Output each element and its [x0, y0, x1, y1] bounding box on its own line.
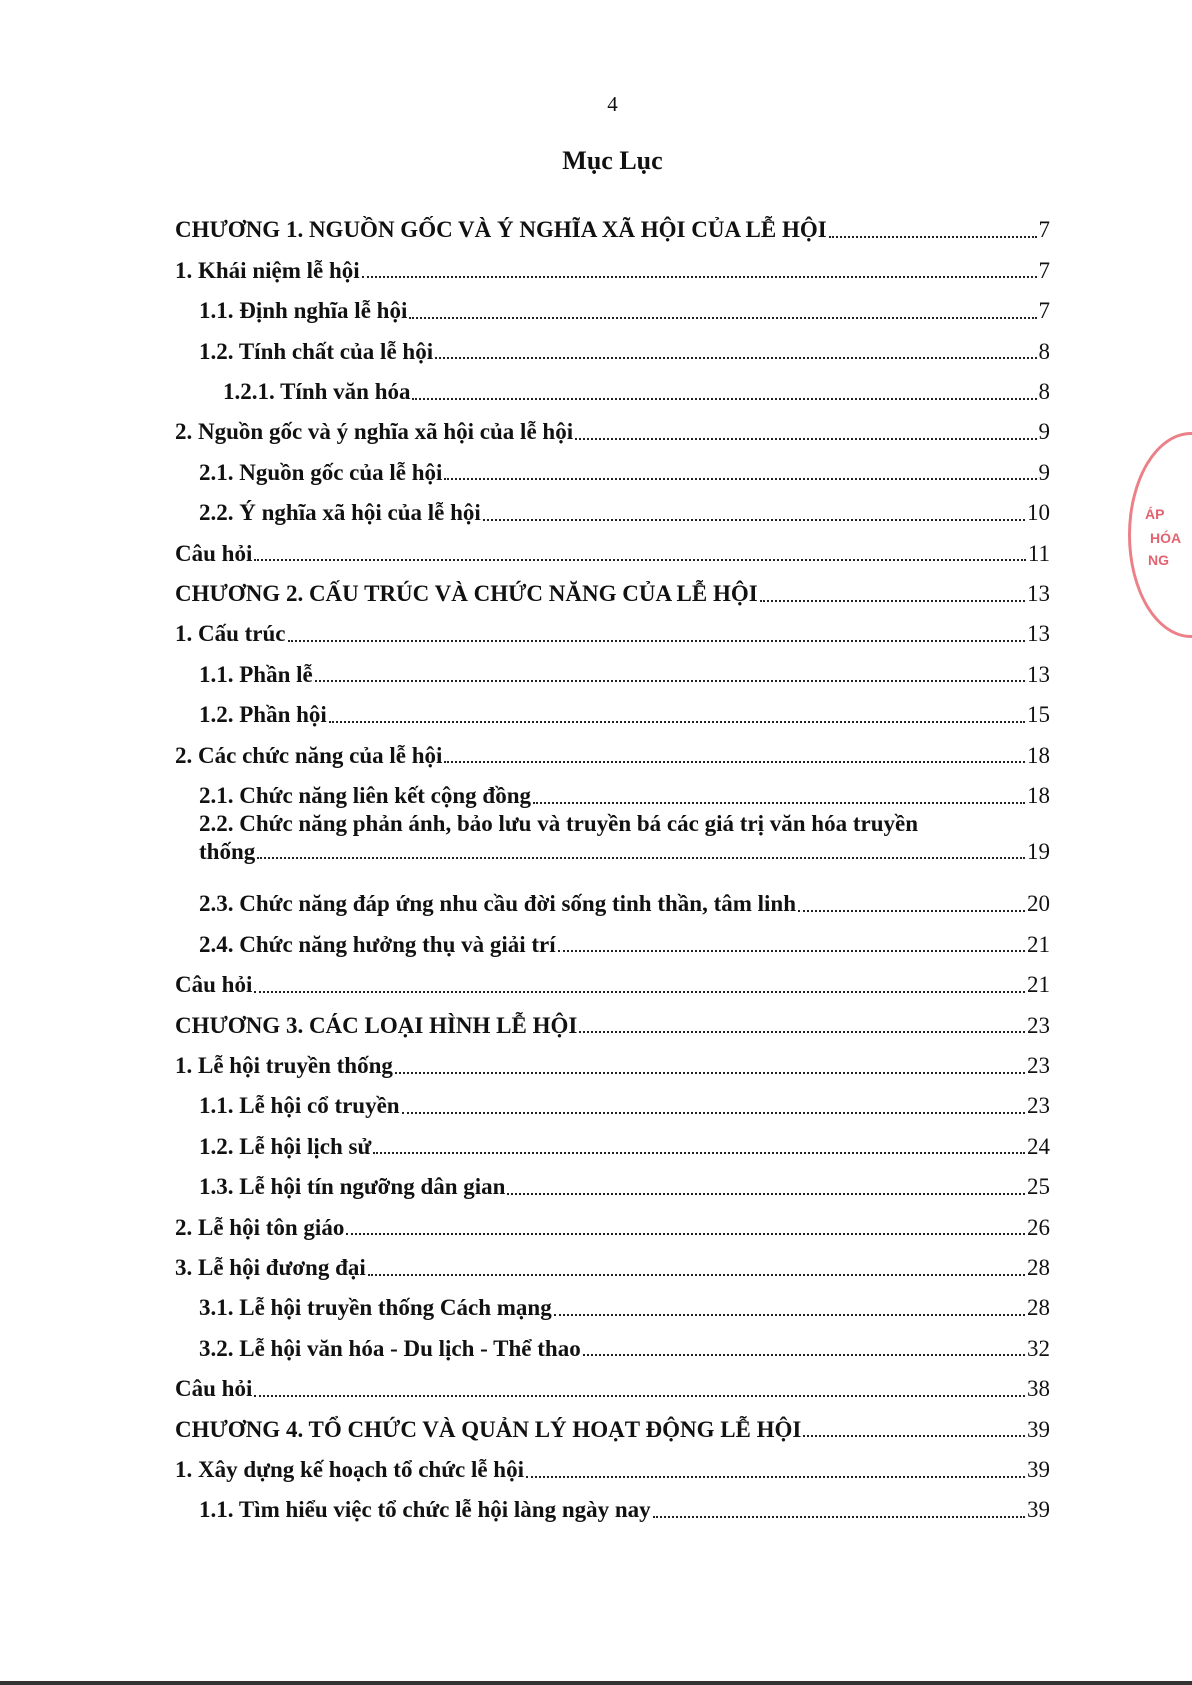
toc-page-number: 28: [1027, 1255, 1050, 1280]
dot-leader: [526, 1476, 1025, 1478]
toc-page-number: 13: [1027, 661, 1050, 687]
toc-entry[interactable]: [175, 1363, 1050, 1403]
dot-leader: [412, 398, 1036, 400]
toc-entry[interactable]: [175, 1242, 1050, 1282]
toc-entry[interactable]: [199, 878, 1050, 918]
toc-entry[interactable]: [175, 204, 1050, 244]
toc-entry[interactable]: [175, 406, 1050, 446]
dot-leader: [254, 991, 1025, 993]
dot-leader: [444, 478, 1036, 480]
toc-entry[interactable]: [175, 1040, 1050, 1080]
toc-entry[interactable]: [199, 1080, 1050, 1120]
toc-page-number: 39: [1027, 1497, 1050, 1523]
dot-leader: [829, 236, 1037, 238]
toc-page-number: 39: [1027, 1416, 1050, 1442]
toc-entry-title: CHƯƠNG 3. CÁC LOẠI HÌNH LỄ HỘI: [175, 1012, 578, 1038]
toc-page-number: 11: [1027, 540, 1050, 566]
stamp-text: HÓA: [1150, 530, 1182, 546]
toc-entry-title: 1.2. Tính chất của lễ hội: [199, 338, 434, 364]
toc-entry-title: CHƯƠNG 4. TỔ CHỨC VÀ QUẢN LÝ HOẠT ĐỘNG LỄ HỘI: [175, 1416, 802, 1442]
dot-leader: [395, 1072, 1025, 1074]
dot-leader: [368, 1274, 1025, 1276]
toc-page-number: 23: [1027, 1053, 1050, 1078]
dot-leader: [533, 802, 1025, 804]
toc-entry[interactable]: [199, 689, 1050, 729]
toc-entry-title: 2. Lễ hội tôn giáo: [175, 1214, 345, 1240]
toc-entry-title: Câu hỏi: [175, 1376, 253, 1402]
toc-page-number: 38: [1027, 1376, 1050, 1402]
toc-entry-title: 2.1. Nguồn gốc của lễ hội: [199, 459, 443, 485]
toc-entry-title: 2.4. Chức năng hưởng thụ và giải trí: [199, 931, 556, 957]
toc-entry[interactable]: [199, 648, 1050, 688]
toc-entry[interactable]: [175, 1403, 1050, 1443]
dot-leader: [575, 438, 1036, 440]
toc-entry-title: CHƯƠNG 2. CẤU TRÚC VÀ CHỨC NĂNG CỦA LỄ HỘI: [175, 581, 758, 606]
toc-entry[interactable]: [199, 446, 1050, 486]
page-title: Mục Lục: [562, 146, 663, 175]
toc-entry-title: 1. Lễ hội truyền thống: [175, 1053, 393, 1078]
dot-leader: [583, 1354, 1025, 1356]
toc-page-number: 10: [1027, 500, 1050, 526]
toc-entry[interactable]: [199, 810, 1050, 878]
toc-entry[interactable]: [175, 608, 1050, 648]
toc-entry[interactable]: [175, 1444, 1050, 1484]
toc-entry-title: 1.2. Lễ hội lịch sử: [199, 1133, 372, 1159]
dot-leader: [507, 1193, 1025, 1195]
dot-leader: [315, 680, 1025, 682]
toc-entry-title: 1.1. Tìm hiểu việc tổ chức lễ hội làng ngày nay: [199, 1497, 651, 1523]
toc-entry-title: Câu hỏi: [175, 972, 253, 998]
toc-page-number: 9: [1038, 459, 1050, 485]
stamp-text: ÁP: [1145, 506, 1165, 522]
toc-entry-title: 1.1. Lễ hội cổ truyền: [199, 1093, 400, 1119]
toc-entry[interactable]: [175, 959, 1050, 999]
page-number: 4: [607, 92, 618, 116]
toc-entry-title: 2. Nguồn gốc và ý nghĩa xã hội của lễ hội: [175, 419, 574, 445]
dot-leader: [254, 1395, 1025, 1397]
toc-page-number: 21: [1027, 972, 1050, 998]
toc-entry[interactable]: [175, 1201, 1050, 1241]
dot-leader: [329, 721, 1025, 723]
toc-page-number: 26: [1027, 1214, 1050, 1240]
toc-page-number: 18: [1027, 783, 1050, 808]
toc-page-number: 7: [1038, 257, 1050, 283]
toc-page-number: 15: [1027, 702, 1050, 728]
dot-leader: [257, 857, 1025, 859]
toc-page-number: 24: [1027, 1133, 1050, 1159]
toc-entry-title-cont: thống: [199, 838, 256, 864]
dot-leader: [373, 1152, 1025, 1154]
toc-entry-title: 1.1. Phần lễ: [199, 661, 313, 687]
toc-entry[interactable]: [199, 1282, 1050, 1322]
toc-entry-title: 2.3. Chức năng đáp ứng nhu cầu đời sống tinh thần, tâm linh: [199, 891, 797, 917]
dot-leader: [798, 910, 1025, 912]
stamp-text: NG: [1148, 552, 1169, 568]
toc-page-number: 9: [1038, 419, 1050, 445]
toc-entry[interactable]: [199, 1161, 1050, 1201]
toc-page-number: 18: [1027, 742, 1050, 768]
dot-leader: [803, 1435, 1025, 1437]
toc-entry-title: 2. Các chức năng của lễ hội: [175, 742, 443, 768]
dot-leader: [254, 559, 1026, 561]
dot-leader: [483, 519, 1025, 521]
dot-leader: [346, 1233, 1025, 1235]
toc-entry-title: 2.2. Ý nghĩa xã hội của lễ hội: [199, 500, 481, 526]
toc-entry[interactable]: [199, 487, 1050, 527]
dot-leader: [409, 317, 1036, 319]
dot-leader: [444, 761, 1025, 763]
scan-edge: [0, 1681, 1192, 1685]
toc-page-number: 20: [1027, 891, 1050, 917]
dot-leader: [653, 1516, 1025, 1518]
toc-entry[interactable]: [199, 1120, 1050, 1160]
toc-entry-title: 1.2.1. Tính văn hóa: [223, 379, 411, 404]
dot-leader: [558, 950, 1025, 952]
toc-page-number: 7: [1038, 298, 1050, 324]
toc-entry-title: 3. Lễ hội đương đại: [175, 1255, 366, 1280]
toc-entry-title: Câu hỏi: [175, 540, 253, 566]
toc-entry-title: 1. Khái niệm lễ hội: [175, 257, 360, 283]
toc-entry[interactable]: [175, 729, 1050, 769]
toc-entry[interactable]: [223, 366, 1050, 406]
toc-entry-title: 2.2. Chức năng phản ánh, bảo lưu và truyền bá các giá trị văn hóa truyền: [199, 811, 918, 836]
toc-entry-title: 1.1. Định nghĩa lễ hội: [199, 298, 408, 324]
toc-entry-line: [199, 838, 1050, 866]
dot-leader: [362, 276, 1037, 278]
toc-page-number: 21: [1027, 931, 1050, 957]
toc-entry[interactable]: [175, 568, 1050, 608]
toc-page-number: 39: [1027, 1457, 1050, 1482]
toc-entry-title: 3.2. Lễ hội văn hóa - Du lịch - Thể thao: [199, 1335, 581, 1361]
toc-page-number: 23: [1027, 1012, 1050, 1038]
toc-entry-title: 1. Cấu trúc: [175, 621, 286, 647]
dot-leader: [402, 1112, 1025, 1114]
toc-entry[interactable]: [175, 999, 1050, 1039]
toc-entry[interactable]: [199, 918, 1050, 958]
toc-entry-title: 2.1. Chức năng liên kết cộng đồng: [199, 783, 532, 808]
toc-entry-title: CHƯƠNG 1. NGUỒN GỐC VÀ Ý NGHĨA XÃ HỘI CỦA LỄ HỘI: [175, 217, 827, 243]
toc-page-number: 13: [1027, 621, 1050, 647]
toc-page-number: 8: [1038, 338, 1050, 364]
toc-entry-title: 3.1. Lễ hội truyền thống Cách mạng: [199, 1295, 552, 1321]
toc-entry-title: 1.2. Phần hội: [199, 702, 327, 728]
toc-entry[interactable]: [175, 244, 1050, 284]
toc-entry-title: 1.3. Lễ hội tín ngưỡng dân gian: [199, 1174, 506, 1200]
toc-entry-title: 1. Xây dựng kế hoạch tổ chức lễ hội: [175, 1457, 524, 1482]
toc-page-number: 8: [1038, 379, 1050, 404]
toc-page-number: 7: [1038, 217, 1050, 243]
toc-page-number: 13: [1027, 581, 1050, 606]
toc-page-number: 19: [1027, 838, 1050, 864]
toc-entry[interactable]: [199, 1322, 1050, 1362]
toc-entry[interactable]: [175, 527, 1050, 567]
dot-leader: [435, 357, 1036, 359]
dot-leader: [579, 1031, 1025, 1033]
toc-page-number: 25: [1027, 1174, 1050, 1200]
toc-page-number: 28: [1027, 1295, 1050, 1321]
toc-page-number: 32: [1027, 1335, 1050, 1361]
dot-leader: [760, 600, 1025, 602]
toc-entry[interactable]: [199, 285, 1050, 325]
toc-page-number: 23: [1027, 1093, 1050, 1119]
dot-leader: [288, 640, 1025, 642]
toc-entry[interactable]: [199, 325, 1050, 365]
dot-leader: [554, 1314, 1025, 1316]
toc-entry[interactable]: [199, 1484, 1050, 1524]
toc-entry[interactable]: [199, 770, 1050, 810]
